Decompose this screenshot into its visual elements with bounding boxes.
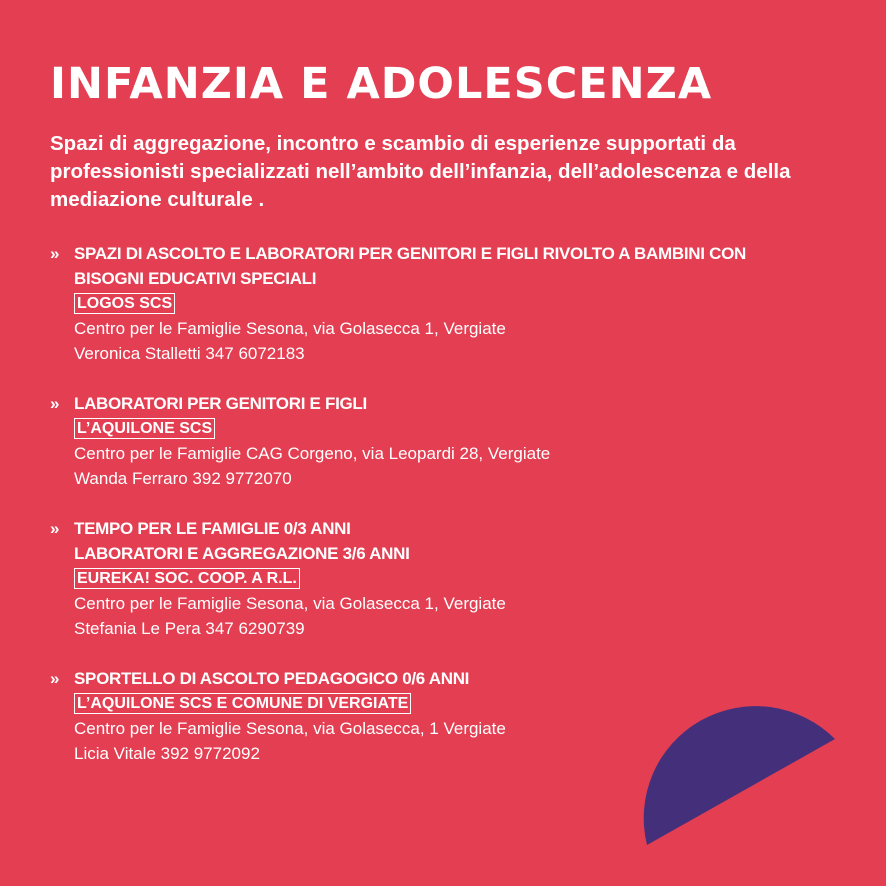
organization-label: L’AQUILONE SCS	[74, 418, 215, 439]
service-contact: Veronica Stalletti 347 6072183	[74, 344, 305, 363]
service-entry	[50, 391, 850, 491]
service-contact: Licia Vitale 392 9772092	[74, 744, 260, 763]
service-location: Centro per le Famiglie Sesona, via Golasecca, 1 Vergiate	[74, 719, 506, 738]
service-entry	[50, 516, 850, 641]
bullet-arrow-icon: »	[50, 669, 60, 688]
organization-label: LOGOS SCS	[74, 293, 175, 314]
service-entry	[50, 241, 850, 366]
service-heading: SPAZI DI ASCOLTO E LABORATORI PER GENITORI E FIGLI RIVOLTO A BAMBINI CON	[74, 244, 746, 263]
organization-label: EUREKA! SOC. COOP. A R.L.	[74, 568, 300, 589]
bullet-arrow-icon: »	[50, 519, 60, 538]
service-contact: Stefania Le Pera 347 6290739	[74, 619, 305, 638]
service-heading: TEMPO PER LE FAMIGLIE 0/3 ANNI	[74, 519, 351, 538]
service-location: Centro per le Famiglie Sesona, via Golasecca 1, Vergiate	[74, 594, 506, 613]
page-title: INFANZIA E ADOLESCENZA	[50, 59, 713, 109]
intro-text: Spazi di aggregazione, incontro e scambio di esperienze supportati da professionisti specializzati nell’ambito dell’infanzia, dell’adolescenza e della mediazione culturale .	[50, 132, 791, 211]
bullet-arrow-icon: »	[50, 244, 60, 263]
half-circle-shape	[644, 706, 835, 845]
half-circle-decoration	[630, 686, 840, 851]
service-location: Centro per le Famiglie CAG Corgeno, via Leopardi 28, Vergiate	[74, 444, 551, 463]
service-contact: Wanda Ferraro 392 9772070	[74, 469, 292, 488]
service-heading: SPORTELLO DI ASCOLTO PEDAGOGICO 0/6 ANNI	[74, 669, 470, 688]
organization-label: L’AQUILONE SCS E COMUNE DI VERGIATE	[74, 693, 411, 714]
service-heading: LABORATORI E AGGREGAZIONE 3/6 ANNI	[74, 544, 410, 563]
service-heading: LABORATORI PER GENITORI E FIGLI	[74, 394, 367, 413]
service-location: Centro per le Famiglie Sesona, via Golasecca 1, Vergiate	[74, 319, 506, 338]
service-heading: BISOGNI EDUCATIVI SPECIALI	[74, 269, 317, 288]
bullet-arrow-icon: »	[50, 394, 60, 413]
